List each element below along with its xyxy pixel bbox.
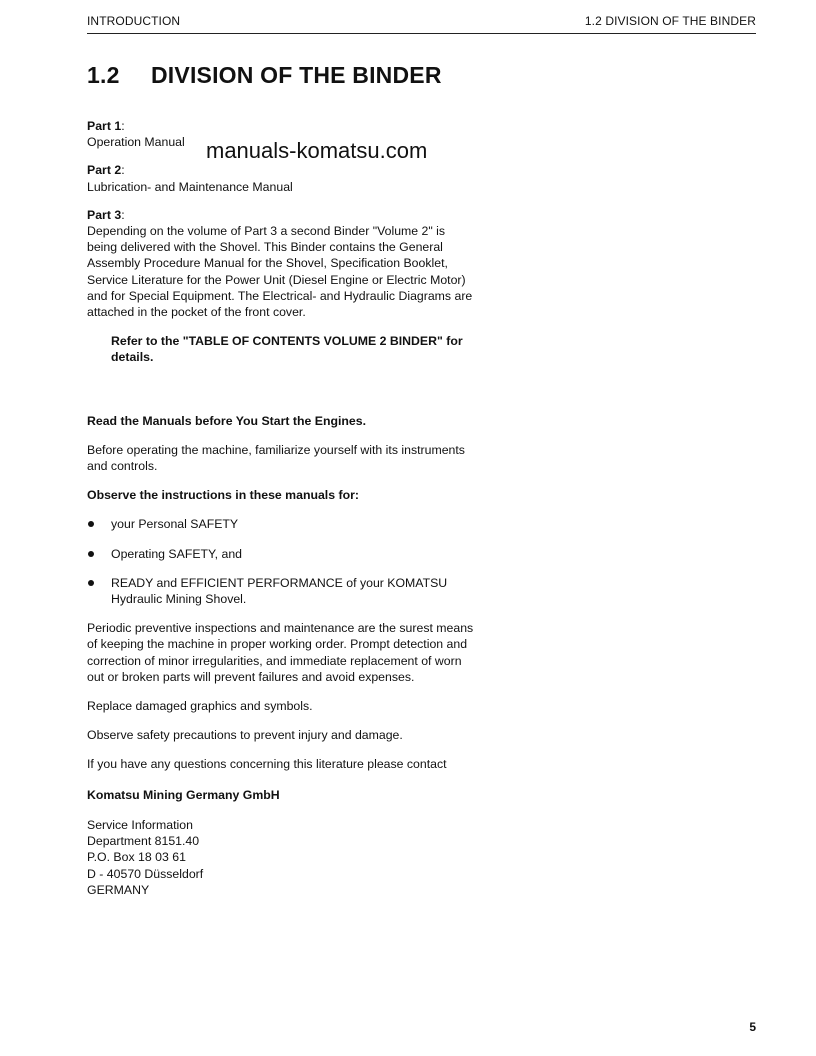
address-line: Department 8151.40 [87, 834, 200, 849]
observe-safety-text: Observe safety precautions to prevent injury and damage. [87, 728, 403, 743]
address-line: D - 40570 Düsseldorf [87, 866, 204, 881]
observe-heading: Observe the instructions in these manuals for: [87, 488, 359, 503]
part-1-label: Part 1 [87, 119, 122, 133]
section-number: 1.2 [87, 62, 120, 88]
address-block [87, 817, 475, 898]
address-line: GERMANY [87, 882, 150, 897]
before-text: Before operating the machine, familiarize yourself with its instruments and controls. [87, 442, 465, 474]
part-1: Part 1: [87, 119, 125, 133]
header-rule [87, 33, 756, 34]
part-2-desc: Lubrication- and Maintenance Manual [87, 179, 293, 194]
part-1-desc: Operation Manual [87, 135, 185, 150]
main-column [87, 118, 475, 898]
bullet-icon [88, 580, 94, 586]
section-title [87, 62, 442, 89]
running-header-left: INTRODUCTION [87, 14, 181, 28]
part-3-label: Part 3 [87, 207, 122, 222]
part-3-desc: Depending on the volume of Part 3 a second Binder "Volume 2" is being delivered with the Shovel. This Binder contains the General Assembly Procedure Manual for the Shovel, Specification Booklet, Service Literature for the Power Unit (Diesel Engine or Electric Motor) and for Special Equipment. The Electrical- and Hydraulic Diagrams are attached in the pocket of the front cover. [87, 224, 473, 320]
bullet-icon [88, 521, 94, 527]
periodic-text: Periodic preventive inspections and maintenance are the surest means of keeping the machine in proper working order. Prompt detection and correction of minor irregularities, and immediate replacement of worn out or broken parts will prevent failures and avoid expenses. [87, 621, 474, 684]
replace-text: Replace damaged graphics and symbols. [87, 699, 313, 714]
address-line: P.O. Box 18 03 61 [87, 850, 186, 865]
list-item: your Personal SAFETY [87, 516, 475, 532]
bullet-list [87, 516, 475, 607]
section-title-text: DIVISION OF THE BINDER [151, 62, 442, 88]
address-line: Service Information [87, 817, 193, 832]
part-2: Part 2: [87, 163, 125, 178]
read-heading: Read the Manuals before You Start the Engines. [87, 413, 367, 428]
part-3: Part 3: [87, 207, 125, 222]
list-item: READY and EFFICIENT PERFORMANCE of your KOMATSU Hydraulic Mining Shovel. [87, 575, 475, 607]
page-number: 5 [749, 1020, 756, 1034]
refer-note: Refer to the "TABLE OF CONTENTS VOLUME 2 BINDER" for details. [111, 334, 463, 365]
company-name: Komatsu Mining Germany GmbH [87, 787, 280, 802]
contact-text: If you have any questions concerning this literature please contact [87, 757, 447, 772]
bullet-icon [88, 551, 94, 557]
watermark: manuals-komatsu.com [206, 138, 428, 163]
list-item: Operating SAFETY, and [87, 546, 475, 562]
running-header-right: 1.2 DIVISION OF THE BINDER [584, 14, 756, 28]
part-2-label: Part 2 [87, 163, 122, 178]
